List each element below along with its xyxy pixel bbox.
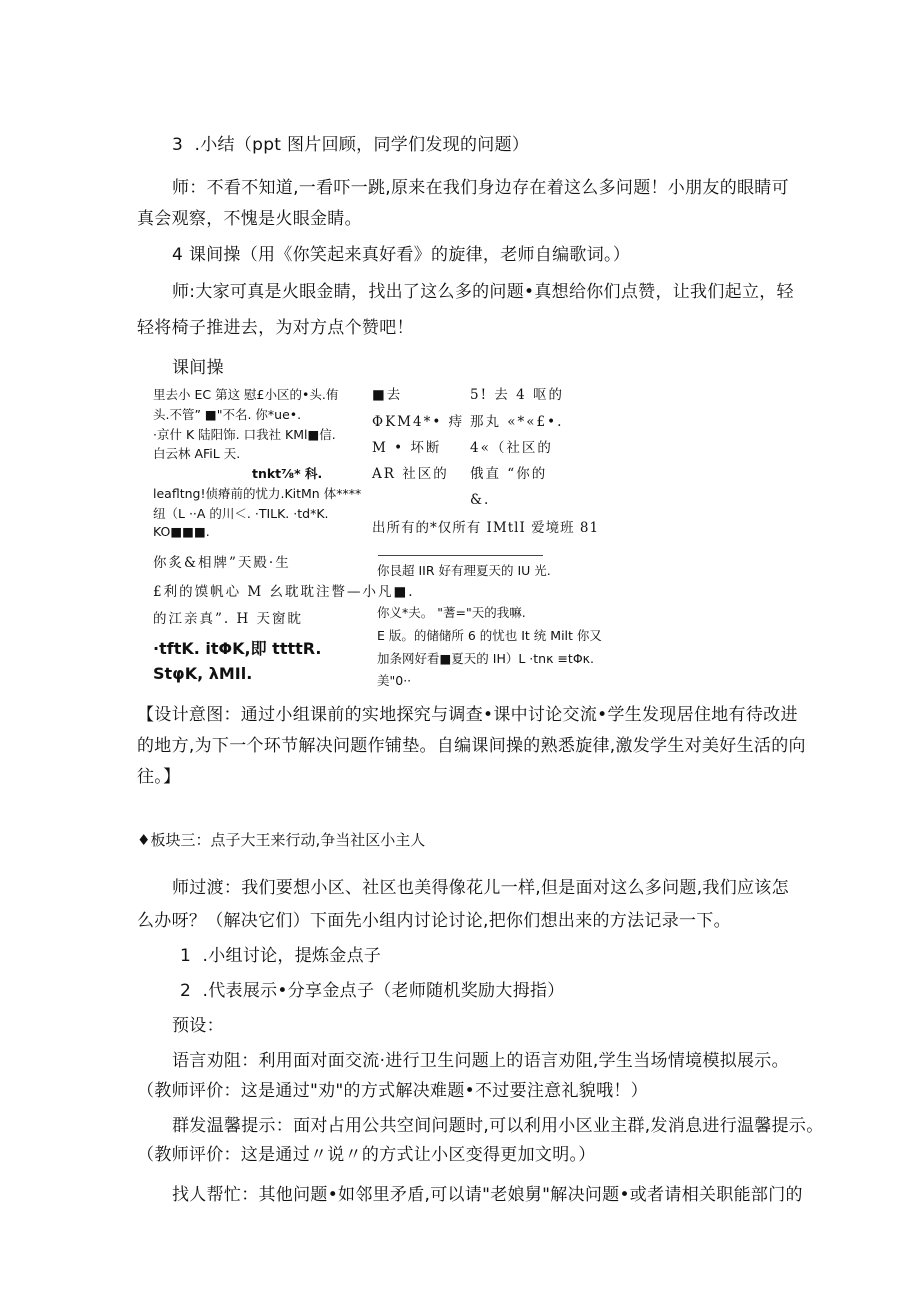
lyrics-right-line: 俄直 “你的: [470, 466, 548, 482]
lyrics-bottom-line: E 版。的储储所 6 的忧也 It 统 Milt 你又: [377, 628, 602, 643]
lyrics-left-line: 里去小 EC 第这 慰£小区的•头.侑: [153, 387, 339, 402]
transition-line-2: 么办呀？（解决它们）下面先小组内讨论讨论,把你们想出来的方法记录一下。: [137, 911, 731, 931]
section-3-heading: 3 .小结（ppt 图片回顾，同学们发现的问题）: [172, 135, 530, 155]
lyrics-wide-line: 出所有的*仅所有 IMtlI 爱境班 81: [372, 520, 600, 536]
lyrics-middle-line: ■去: [372, 387, 403, 403]
lyrics-left-line: KO■■■.: [153, 524, 210, 539]
teacher-remark-1-line-1: 师：不看不知道,一看吓一跳,原来在我们身边存在着这么多问题！小朋友的眼睛可: [172, 178, 789, 198]
transition-line-1: 师过渡：我们要想小区、社区也美得像花儿一样,但是面对这么多问题,我们应该怎: [172, 878, 789, 898]
lyrics-middle-line: M • 坏断: [372, 440, 442, 456]
lyrics-middle-line: ΦKM4*• 痔: [372, 414, 465, 430]
block-3-title: ♦板块三：点子大王来行动,争当社区小主人: [137, 831, 426, 849]
lyrics-left-line: 白云林 AFiL 天.: [153, 446, 241, 461]
preset-3-line-1: 找人帮忙：其他问题•如邻里矛盾,可以请"老娘舅"解决问题•或者请相关职能部门的: [172, 1185, 803, 1205]
preset-label: 预设：: [172, 1016, 224, 1036]
lyrics-left-line: 的江亲真”. H 天窗眈: [153, 611, 304, 627]
lyrics-left-line: ·tftK. itΦK,即 ttttR.: [153, 639, 322, 658]
teacher-remark-2-line-2: 轻将椅子推进去，为对方点个赞吧！: [137, 318, 414, 338]
lyrics-left-line: 纽（L ··A 的川＜. ·TILK. ·td*K.: [153, 506, 329, 521]
teacher-remark-1-line-2: 真会观察，不愧是火眼金睛。: [137, 209, 362, 229]
lyrics-right-line: 4«（社区的: [470, 440, 553, 456]
divider: [378, 555, 543, 556]
lyrics-left-line: £利的馍帆心 M 幺耽耽注瞥—小凡■.: [153, 584, 415, 600]
lyrics-left-line: 你炙&相牌”天殿·生: [153, 555, 291, 571]
preset-2-line-2: （教师评价：这是通过〃说〃的方式让小区变得更加文明。）: [137, 1145, 596, 1165]
preset-2-line-1: 群发温馨提示：面对占用公共空间问题时,可以利用小区业主群,发消息进行温馨提示。: [172, 1116, 824, 1136]
lyrics-right-line: &.: [470, 492, 491, 508]
exercise-title: 课间操: [172, 358, 224, 378]
lyrics-bottom-line: 美"0··: [377, 673, 412, 688]
lyrics-left-line: StφK, λMIl.: [153, 664, 253, 683]
lyrics-right-line: 那丸 «*«£•.: [470, 414, 564, 430]
design-intent-line-1: 【设计意图：通过小组课前的实地探究与调查•课中讨论交流•学生发现居住地有待改进: [137, 705, 798, 725]
design-intent-line-2: 的地方,为下一个环节解决问题作铺垫。自编课间操的熟悉旋律,激发学生对美好生活的向: [137, 736, 806, 756]
lyrics-bottom-line: 加条网好看■夏天的 IH）L ·tnκ ≡tΦκ.: [377, 651, 594, 666]
lyrics-bottom-line: 你义*夫。 "蓍="天的我嘛.: [377, 605, 526, 620]
step-1: 1 .小组讨论，提炼金点子: [180, 946, 382, 966]
preset-1-line-2: （教师评价：这是通过"劝"的方式解决难题•不过要注意礼貌哦！）: [137, 1081, 648, 1101]
section-4-heading: 4 课间操（用《你笑起来真好看》的旋律，老师自编歌词。）: [172, 245, 631, 265]
preset-1-line-1: 语言劝阻：利用面对面交流·进行卫生问题上的语言劝阻,学生当场情境模拟展示。: [172, 1051, 789, 1071]
lyrics-right-line: 5! 去 4 呕的: [470, 387, 564, 403]
lyrics-middle-line: AR 社区的: [372, 466, 449, 482]
lyrics-left-line: ·京什 K 陆阳饰. 口我社 KMl■信.: [153, 427, 336, 442]
step-2: 2 .代表展示•分享金点子（老师随机奖励大拇指）: [180, 981, 565, 1001]
lyrics-left-line: leafltng!侦瘠前的忧力.KitMn 体****: [153, 486, 362, 501]
design-intent-line-3: 往。】: [137, 767, 181, 787]
lyrics-bottom-line: 你艮超 IIR 好有理夏天的 IU 光.: [377, 563, 551, 578]
teacher-remark-2-line-1: 师:大家可真是火眼金睛，找出了这么多的问题•真想给你们点赞，让我们起立，轻: [172, 282, 794, 302]
lyrics-left-line: tnkt⅞* 科.: [252, 466, 323, 481]
lyrics-left-line: 头.不管” ■"不名. 你*ue•.: [153, 407, 302, 422]
